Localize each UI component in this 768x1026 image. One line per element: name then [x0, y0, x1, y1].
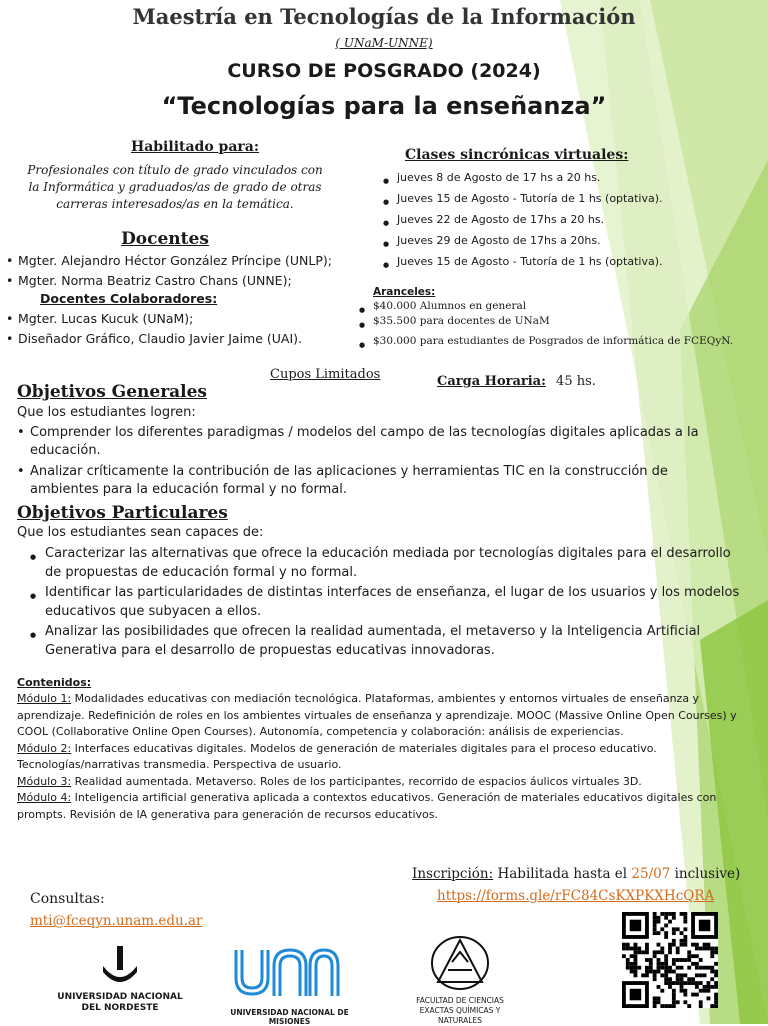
objetivo-particular-text: Identificar las particularidades de distintas interfaces de enseñanza, el lugar de los usuarios y los modelos educativos que subyacen a ellos. — [45, 585, 740, 619]
inscripcion-text-after: inclusive) — [670, 866, 741, 882]
qr-code[interactable] — [622, 912, 718, 1008]
unam-logo — [222, 944, 357, 1026]
objetivo-particular-item — [30, 622, 740, 660]
colaboradores-list — [6, 309, 376, 349]
arancel-item — [359, 314, 749, 329]
unne-emblem-icon — [55, 944, 185, 988]
modulo-label: Módulo 4: — [17, 791, 72, 804]
contenidos-heading: Contenidos: — [17, 676, 92, 689]
inscripcion-text: Habilitada hasta el — [493, 866, 632, 882]
inscripcion-date: 25/07 — [631, 866, 671, 882]
arancel-item — [359, 299, 749, 314]
colaborador-item — [6, 309, 376, 329]
objetivo-general-text: Analizar críticamente la contribución de las aplicaciones y herramientas TIC en la construcción de ambientes para la educación formal y no formal. — [30, 464, 668, 497]
objetivos-particulares-intro: Que los estudiantes sean capaces de: — [17, 525, 264, 540]
colaboradores-heading: Docentes Colaboradores: — [40, 291, 218, 306]
modulo-text: Inteligencia artificial generativa aplicada a contextos educativos. Generación de materiales educativos digitales con prompts. Revisión de IA generativa para generación de recursos educativos. — [17, 791, 717, 821]
modulo-text: Interfaces educativas digitales. Modelos de generación de materiales digitales para el proceso educativo. Tecnologías/narrativas transmedia. Perspectiva de usuario. — [17, 741, 657, 771]
inscripcion — [412, 866, 740, 882]
consultas-label: Consultas: — [30, 891, 105, 907]
modulo-3 — [17, 774, 745, 791]
objetivos-generales-heading: Objetivos Generales — [17, 382, 208, 402]
modulo-4 — [17, 790, 745, 823]
objetivos-particulares-heading: Objetivos Particulares — [17, 503, 228, 523]
arancel-item — [359, 334, 749, 349]
objetivo-particular-item — [30, 583, 740, 621]
qr-code-icon — [622, 912, 718, 1008]
colaborador-item — [6, 329, 376, 349]
arancel-text: $30.000 para estudiantes de Posgrados de informática de FCEQyN. — [373, 335, 734, 347]
docente-item — [6, 271, 376, 291]
aranceles-heading: Aranceles: — [373, 286, 436, 298]
arancel-text: $40.000 Alumnos en general — [373, 300, 527, 312]
objetivo-general-item — [17, 424, 737, 460]
habilitado-heading: Habilitado para: — [130, 139, 260, 155]
cupos-limitados: Cupos Limitados — [270, 367, 381, 382]
docente-item — [6, 251, 376, 271]
institutions: ( UNaM-UNNE) — [335, 36, 433, 50]
clase-text: Jueves 15 de Agosto - Tutoría de 1 hs (optativa). — [397, 255, 663, 268]
clase-text: jueves 8 de Agosto de 17 hs a 20 hs. — [397, 171, 601, 184]
fceqyn-logo — [400, 934, 520, 1025]
clase-text: Jueves 29 de Agosto de 17hs a 20hs. — [397, 234, 601, 247]
modulo-text: Realidad aumentada. Metaverso. Roles de los participantes, recorrido de espacios áulicos virtuales 3D. — [71, 774, 642, 788]
course-title: “Tecnologías para la enseñanza” — [161, 92, 607, 120]
aranceles-list — [359, 299, 749, 349]
fceqyn-emblem-icon — [400, 934, 520, 992]
modulo-2 — [17, 741, 745, 774]
clase-item — [383, 188, 703, 209]
unne-name: UNIVERSIDAD NACIONAL DEL NORDESTE — [57, 992, 183, 1013]
colaborador-name: Diseñador Gráfico, Claudio Javier Jaime (UAI). — [18, 331, 303, 346]
clase-text: Jueves 22 de Agosto de 17hs a 20 hs. — [397, 213, 605, 226]
modulo-label: Módulo 1: — [17, 692, 72, 705]
docente-name: Mgter. Norma Beatriz Castro Chans (UNNE); — [18, 273, 292, 288]
carga-label: Carga Horaria: — [437, 374, 546, 389]
objetivos-particulares-list — [30, 544, 740, 660]
modulo-1 — [17, 691, 745, 741]
inscripcion-label: Inscripción: — [412, 866, 494, 882]
carga-value: 45 hs. — [556, 374, 596, 389]
modulo-label: Módulo 2: — [17, 741, 72, 755]
modulo-text: Modalidades educativas con mediación tecnológica. Plataformas, ambientes y entornos virtuales de enseñanza y aprendizaje. Redefinición de roles en los ambientes virtuales de enseñanza y aprendizaje. MOOC (Massive Online Open Courses) y COOL (Collaborative Online Open Courses). Autonomía, competencia y colaboración: análisis de experiencias. — [17, 692, 737, 738]
clase-item — [383, 251, 703, 272]
clase-item — [383, 230, 703, 251]
objetivos-generales-list — [17, 424, 737, 499]
clases-list — [383, 167, 703, 272]
contenidos-body — [17, 691, 745, 823]
unam-emblem-icon — [222, 944, 357, 1004]
habilitado-text: Profesionales con título de grado vinculados con la Informática y graduados/as de grado de otras carreras interesados/as en la temática. — [27, 163, 323, 211]
objetivos-generales-intro: Que los estudiantes logren: — [17, 405, 196, 420]
clase-item — [383, 209, 703, 230]
program-title: Maestría en Tecnologías de la Información — [132, 4, 636, 29]
docentes-heading: Docentes — [121, 229, 209, 249]
carga-horaria — [437, 374, 596, 389]
fceqyn-name: FACULTAD DE CIENCIAS EXACTAS QUÍMICAS Y NATURALES — [416, 996, 504, 1025]
course-type: CURSO DE POSGRADO (2024) — [227, 60, 541, 82]
objetivo-particular-text: Caracterizar las alternativas que ofrece la educación mediada por tecnologías digitales para el desarrollo de propuestas de educación formal y no formal. — [45, 546, 731, 580]
unam-name: UNIVERSIDAD NACIONAL DE MISIONES — [230, 1008, 349, 1026]
unne-logo — [55, 944, 185, 1016]
consultas-email[interactable]: mti@fceqyn.unam.edu.ar — [30, 913, 203, 929]
modulo-label: Módulo 3: — [17, 774, 72, 788]
clases-heading: Clases sincrónicas virtuales: — [405, 147, 629, 163]
objetivo-particular-text: Analizar las posibilidades que ofrecen la realidad aumentada, el metaverso y la Inteligencia Artificial Generativa para el desarrollo de propuestas educativas innovadoras. — [45, 624, 701, 658]
docentes-list — [6, 251, 376, 291]
objetivo-general-text: Comprender los diferentes paradigmas / modelos del campo de las tecnologías digitales aplicadas a la educación. — [30, 425, 699, 458]
colaborador-name: Mgter. Lucas Kucuk (UNaM); — [18, 311, 194, 326]
arancel-text: $35.500 para docentes de UNaM — [373, 315, 550, 327]
clase-text: Jueves 15 de Agosto - Tutoría de 1 hs (optativa). — [397, 192, 663, 205]
docente-name: Mgter. Alejandro Héctor González Príncipe (UNLP); — [18, 253, 333, 268]
clase-item — [383, 167, 703, 188]
objetivo-particular-item — [30, 544, 740, 582]
inscripcion-link[interactable]: https://forms.gle/rFC84CsKXPKXHcQRA — [437, 888, 715, 904]
objetivo-general-item — [17, 463, 737, 499]
